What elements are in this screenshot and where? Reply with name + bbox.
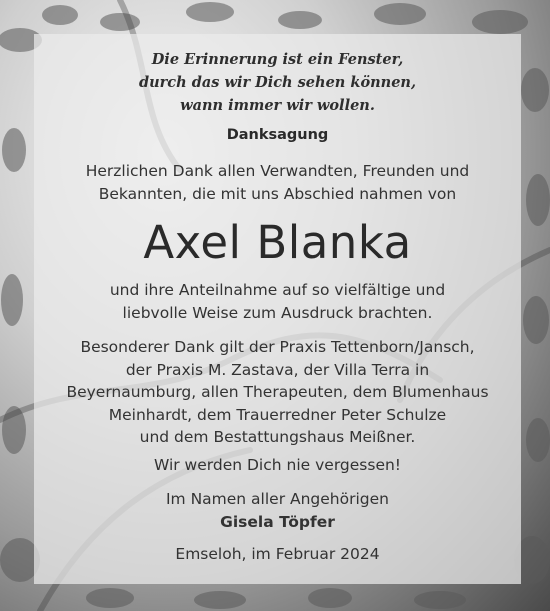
sympathy-line: liebvolle Weise zum Ausdruck brachten. — [122, 303, 433, 322]
quote-line: durch das wir Dich sehen können, — [138, 74, 417, 91]
special-thanks-line: Meinhardt, dem Trauerredner Peter Schulze — [108, 405, 447, 424]
special-thanks-line: Besonderer Dank gilt der Praxis Tettenborn/Jansch, — [80, 338, 475, 356]
place-date: Emseloh, im Februar 2024 — [175, 545, 380, 563]
sympathy-line: und ihre Anteilnahme auf so vielfältige und — [109, 281, 446, 299]
heading-danksagung: Danksagung — [226, 127, 329, 143]
thanks-line: Bekannten, die mit uns Abschied nahmen von — [98, 184, 457, 203]
signature-intro: Im Namen aller Angehörigen — [165, 490, 389, 508]
signature-name: Gisela Töpfer — [220, 512, 335, 531]
special-thanks-line: und dem Bestattungshaus Meißner. — [139, 428, 416, 446]
special-thanks-paragraph — [34, 336, 521, 449]
deceased-name: Axel Blanka — [143, 216, 412, 269]
never-forget-line: Wir werden Dich nie vergessen! — [153, 456, 402, 474]
special-thanks-line: Beyernaumburg, allen Therapeuten, dem Blumenhaus — [66, 383, 489, 401]
special-thanks-line: der Praxis M. Zastava, der Villa Terra in — [125, 360, 430, 379]
quote-line: wann immer wir wollen. — [180, 97, 375, 114]
thanks-line: Herzlichen Dank allen Verwandten, Freunden und — [85, 162, 470, 180]
obituary-card — [34, 34, 521, 584]
signature-block — [34, 488, 521, 533]
thanks-paragraph — [34, 160, 521, 205]
memorial-quote — [34, 48, 521, 117]
quote-line: Die Erinnerung ist ein Fenster, — [151, 51, 404, 68]
sympathy-paragraph — [34, 279, 521, 324]
